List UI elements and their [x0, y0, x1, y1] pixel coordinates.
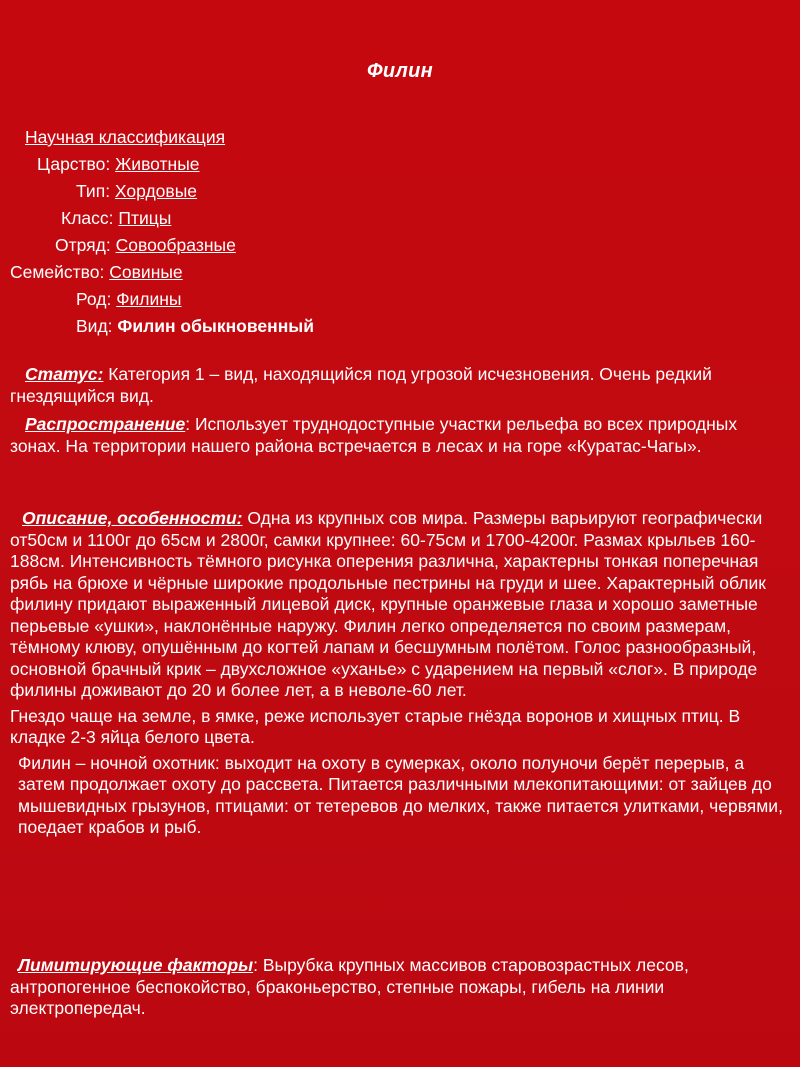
classification-row-class: Класс: Птицы — [61, 208, 172, 228]
classification-header-row — [0, 124, 800, 151]
distribution-text: Использует труднодоступные участки рельефа во всех природных зонах. На территории нашего района встречается в лесах и на горе «Куратас-Чагы». — [10, 414, 738, 456]
limiting-section: Лимитирующие факторы: Вырубка крупных массивов старовозрастных лесов, антропогенное беспокойство, браконьерство, степные пожары, гибель на линии электропередач. — [10, 955, 689, 1018]
description-heading: Описание, особенности: — [22, 508, 243, 528]
description-paragraph — [10, 508, 790, 702]
classification-row-order: Отряд: Совообразные — [55, 235, 236, 255]
classification-row-genus: Род: Филины — [76, 289, 182, 309]
phylum-label: Тип — [76, 181, 106, 201]
distribution-section: Распространение: Использует труднодоступные участки рельефа во всех природных зонах. На территории нашего района встречается в лесах и на горе «Куратас-Чагы». — [10, 414, 738, 456]
classification-row-phylum: Тип: Хордовые — [76, 181, 198, 201]
species-value: Филин обыкновенный — [117, 316, 314, 336]
order-label: Отряд — [55, 235, 106, 255]
status-section: Статус: Категория 1 – вид, находящийся под угрозой исчезновения. Очень редкий гнездящийся вид. — [10, 364, 712, 406]
class-value: Птицы — [118, 208, 172, 228]
status-heading: Статус — [25, 364, 98, 384]
description-text: Одна из крупных сов мира. Размеры варьируют географически от50см и 1100г до 65см и 2800г, самки крупнее: 60-75см и 1700-4200г. Размах крыльев 160-188см. Интенсивность тёмного рисунка оперения различна, характерны тонкая поперечная рябь на брюхе и чёрные широкие продольные пестрины на груди и шее. Характерный облик филину придают выраженный лицевой диск, крупные оранжевые глаза и хорошо заметные перьевые «ушки», наклонённые наружу. Филин легко определяется по своим размерам, тёмному клюву, опушённым до когтей лапам и бесшумным полётом. Голос разнообразный, основной брачный крик – двухсложное «уханье» с ударением на первый «слог». В природе филины доживают до 20 и более лет, а в неволе-60 лет. — [10, 508, 766, 700]
description-section — [10, 508, 790, 839]
classification-block — [0, 124, 800, 340]
phylum-value: Хордовые — [114, 181, 198, 201]
order-value: Совообразные — [115, 235, 236, 255]
kingdom-label: Царство — [37, 154, 106, 174]
class-label: Класс — [61, 208, 109, 228]
classification-row-family: Семейство: Совиные — [10, 262, 183, 282]
status-text: Категория 1 – вид, находящийся под угрозой исчезновения. Очень редкий гнездящийся вид. — [10, 364, 712, 406]
species-label: Вид — [76, 316, 108, 336]
classification-row-kingdom: Царство: Животные — [37, 154, 200, 174]
limiting-text: Вырубка крупных массивов старовозрастных лесов, антропогенное беспокойство, браконьерство, степные пожары, гибель на линии электропередач. — [10, 955, 689, 1018]
family-value: Совиные — [109, 262, 183, 282]
kingdom-value: Животные — [115, 154, 200, 174]
family-label: Семейство — [10, 262, 100, 282]
hunting-paragraph: Филин – ночной охотник: выходит на охоту в сумерках, около полуночи берёт перерыв, а затем продолжает охоту до рассвета. Питается различными млекопитающими: от зайцев до мышевидных грызунов, птицами: от тетеревов до мелких, также питается улитками, червями, поедает крабов и рыб. — [18, 752, 783, 837]
genus-label: Род — [76, 289, 107, 309]
classification-header: Научная классификация — [25, 127, 226, 147]
nest-paragraph: Гнездо чаще на земле, в ямке, реже использует старые гнёзда воронов и хищных птиц. В кладке 2-3 яйца белого цвета. — [10, 705, 741, 747]
page-title: Филин — [366, 60, 434, 82]
limiting-heading: Лимитирующие факторы — [18, 955, 254, 975]
distribution-heading: Распространение — [25, 414, 186, 434]
genus-value: Филины — [116, 289, 182, 309]
classification-row-species: Вид: Филин обыкновенный — [76, 316, 314, 336]
